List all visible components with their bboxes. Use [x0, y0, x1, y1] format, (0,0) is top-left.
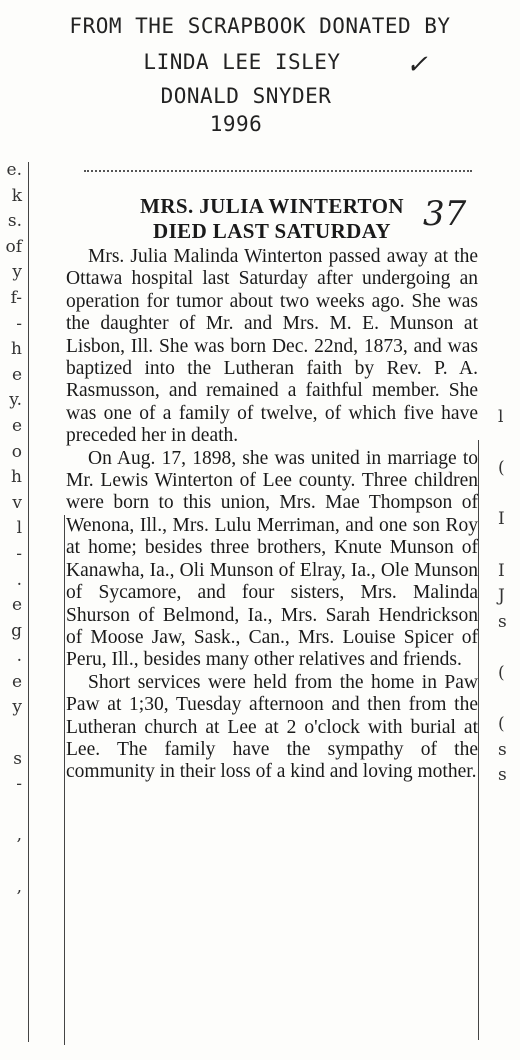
column-fragment: y	[12, 262, 22, 283]
clipping-right-edge	[478, 440, 479, 1040]
column-fragment: -	[16, 313, 22, 334]
column-fragment: k	[11, 185, 22, 206]
column-fragment: (	[498, 662, 505, 683]
column-fragment: ,	[16, 825, 22, 846]
column-fragment	[0, 849, 22, 875]
handwritten-page-number: 37	[423, 194, 467, 234]
column-fragment: of	[5, 236, 22, 257]
obituary-body	[66, 246, 478, 784]
obituary-paragraph: On Aug. 17, 1898, she was united in marriage to Mr. Lewis Winterton of Lee county. Three children were born to this union, Mrs. Mae Thompson of Wenona, Ill., Mrs. Lulu Merriman, and one son Roy at home; besides three brothers, Knute Munson of Kanawha, Ia., Oli Munson of Elray, Ia., Ole Munson of Sycamore, and four sisters, Mrs. Malinda Shurson of Belmond, Ia., Mrs. Sarah Hendrickson of Moose Jaw, Sask., Can., Mrs. Louise Spicer of Peru, Ill., besides many other relatives and friends.	[66, 447, 478, 671]
column-fragment: .	[16, 569, 22, 590]
column-fragment: e	[11, 415, 22, 436]
obituary-clipping	[66, 170, 478, 784]
column-fragment: I	[498, 509, 505, 530]
column-fragment	[498, 482, 520, 508]
donor-name-2: DONALD SNYDER	[160, 84, 332, 108]
column-fragment	[498, 431, 520, 457]
column-fragment	[498, 533, 520, 559]
clipping-left-edge	[64, 515, 65, 1045]
column-fragment: -	[16, 774, 22, 795]
adjacent-column-right	[498, 405, 520, 789]
column-fragment: v	[12, 492, 22, 513]
left-column-rule	[28, 162, 29, 1042]
handwritten-check-mark: ✓	[406, 50, 428, 80]
column-fragment	[0, 798, 22, 824]
obituary-paragraph: Short services were held from the home in Paw Paw at 1;30, Tuesday afternoon and then from the Lutheran church at Lee at 2 o'clock with burial at Lee. The family have the sympathy of the community in their loss of a kind and loving mother.	[66, 671, 478, 783]
column-fragment: s	[13, 748, 22, 769]
column-fragment: e.	[6, 160, 22, 180]
donation-year: 1996	[209, 112, 263, 136]
column-fragment: g	[11, 620, 22, 641]
donor-name-1: LINDA LEE ISLEY	[143, 50, 341, 74]
column-fragment: s.	[7, 211, 22, 232]
column-fragment: l	[16, 518, 22, 539]
column-fragment: o	[11, 441, 22, 462]
column-fragment	[498, 687, 520, 713]
column-fragment: y.	[9, 390, 22, 411]
adjacent-column-left	[0, 158, 22, 926]
column-fragment: s	[498, 611, 507, 632]
column-fragment: e	[11, 595, 22, 616]
obituary-paragraph: Mrs. Julia Malinda Winterton passed away at the Ottawa hospital last Saturday after undergoing an operation for tumor about two weeks ago. She was the daughter of Mr. and Mrs. M. E. Munson at Lisbon, Ill. She was born Dec. 22nd, 1873, and was baptized into the Lutheran faith by Rev. P. A. Rasmusson, and remained a faithful member. She was one of a family of twelve, of which five have preceded her in death.	[66, 246, 478, 447]
column-fragment: .	[16, 646, 22, 667]
column-fragment	[0, 721, 22, 747]
column-fragment: l	[498, 407, 504, 427]
column-fragment: h	[11, 339, 22, 360]
column-fragment: ,	[16, 876, 22, 897]
scrapbook-credit-line: FROM THE SCRAPBOOK DONATED BY	[69, 14, 451, 38]
column-fragment: s	[498, 765, 507, 786]
column-fragment: f-	[10, 287, 22, 308]
dotted-separator	[84, 170, 472, 172]
column-fragment: e	[11, 671, 22, 692]
column-fragment: -	[16, 543, 22, 564]
column-fragment: I	[498, 560, 505, 581]
obituary-headline: MRS. JULIA WINTERTON	[140, 194, 404, 218]
column-fragment: y	[12, 697, 22, 718]
column-fragment: (	[498, 458, 505, 479]
column-fragment: J	[498, 586, 505, 607]
column-fragment	[498, 635, 520, 661]
column-fragment: e	[11, 364, 22, 385]
column-fragment: (	[498, 714, 505, 735]
obituary-subheadline: DIED LAST SATURDAY	[153, 219, 391, 243]
column-fragment	[0, 900, 22, 926]
column-fragment: s	[498, 739, 507, 760]
column-fragment: h	[11, 467, 22, 488]
